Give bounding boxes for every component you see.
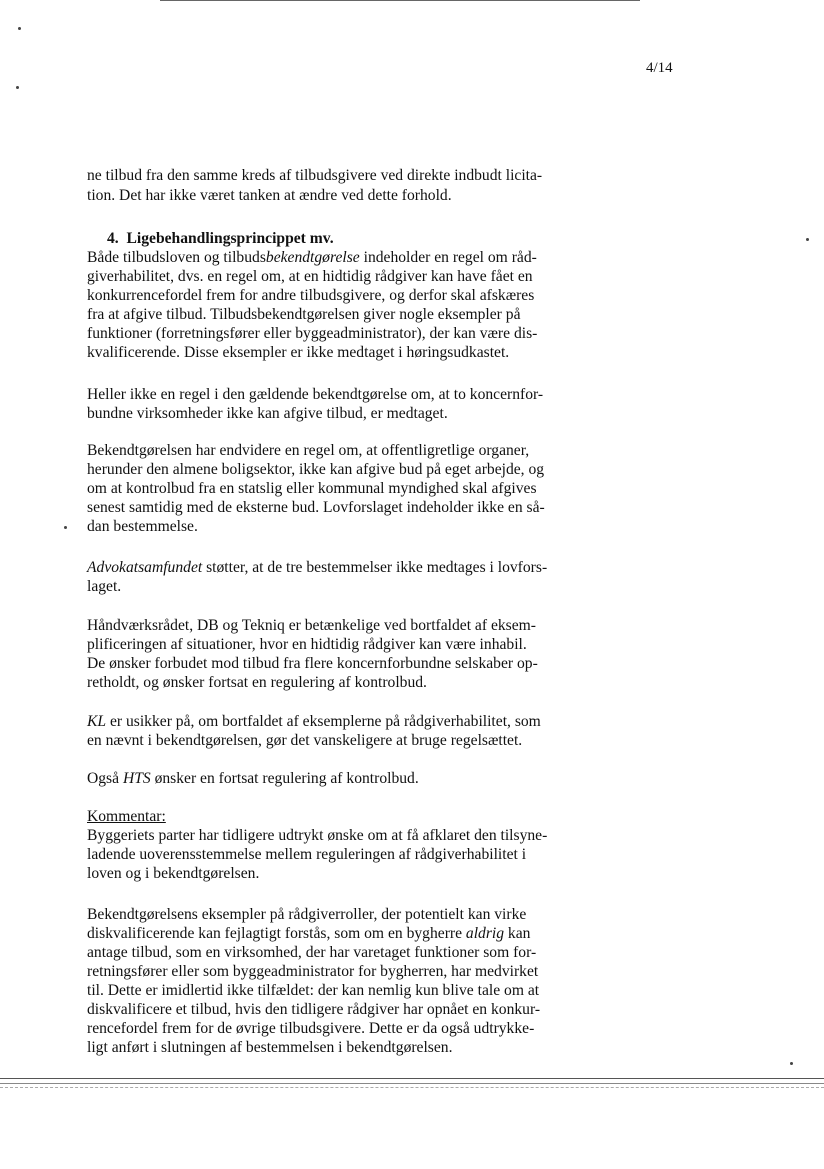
italic-text: Advokatsamfundet: [87, 559, 203, 576]
text-line: diskvalificere et tilbud, hvis den tidligere rådgiver har opnået en konkur-: [87, 1001, 541, 1018]
text-line: tion. Det har ikke været tanken at ændre ved dette forhold.: [87, 187, 452, 204]
scan-speck: [64, 526, 67, 529]
text-line: [87, 924, 530, 943]
footer-rule-secondary: [0, 1087, 824, 1088]
section-heading: 4. Ligebehandlingsprincippet mv.: [107, 230, 334, 247]
text-line: loven og i bekendtgørelsen.: [87, 865, 260, 882]
text-line: Bekendtgørelsen har endvidere en regel om, at offentligretlige organer,: [87, 442, 530, 459]
text-line: senest samtidig med de eksterne bud. Lovforslaget indeholder ikke en så-: [87, 499, 545, 516]
footer-rule: [0, 1078, 824, 1084]
text-line: giverhabilitet, dvs. en regel om, at en hidtidig rådgiver kan have fået en: [87, 268, 533, 285]
text-line: Heller ikke en regel i den gældende bekendtgørelse om, at to koncernfor-: [87, 386, 544, 403]
text-line: Håndværksrådet, DB og Tekniq er betænkelige ved bortfaldet af eksem-: [87, 617, 536, 634]
text-line: fra at afgive tilbud. Tilbudsbekendtgørelsen giver nogle eksempler på: [87, 306, 521, 323]
scan-speck: [18, 27, 21, 30]
text-line: dan bestemmelse.: [87, 518, 198, 535]
text-line: en nævnt i bekendtgørelsen, gør det vanskeligere at bruge regelsættet.: [87, 732, 523, 749]
scan-speck: [790, 1062, 793, 1065]
text-line: til. Dette er imidlertid ikke tilfældet: der kan nemlig kun blive tale om at: [87, 982, 540, 999]
text-span: støtter, at de tre bestemmelser ikke medtages i lovfors-: [202, 559, 548, 576]
text-line: ne tilbud fra den samme kreds af tilbudsgivere ved direkte indbudt licita-: [87, 167, 543, 184]
text-line: herunder den almene boligsektor, ikke kan afgive bud på eget arbejde, og: [87, 461, 545, 478]
text-span: kan: [504, 925, 531, 942]
text-line: [87, 712, 541, 731]
text-line: retningsfører eller som byggeadministrator for bygherren, har medvirket: [87, 963, 539, 980]
text-line: kvalificerende. Disse eksempler er ikke medtaget i høringsudkastet.: [87, 344, 510, 361]
text-line: konkurrencefordel frem for andre tilbudsgivere, og derfor skal afskæres: [87, 287, 535, 304]
text-line: Bekendtgørelsens eksempler på rådgiverroller, der potentielt kan virke: [87, 906, 527, 923]
scan-speck: [806, 238, 809, 241]
text-line: laget.: [87, 578, 122, 595]
text-line: [87, 558, 547, 577]
text-line: om at kontrolbud fra en statslig eller kommunal myndighed skal afgives: [87, 480, 537, 497]
italic-text: HTS: [122, 770, 151, 787]
comment-heading: Kommentar:: [87, 808, 166, 825]
text-line: funktioner (forretningsfører eller byggeadministrator), der kan være dis-: [87, 325, 538, 342]
text-line: [87, 248, 537, 267]
text-line: Byggeriets parter har tidligere udtrykt ønske om at få afklaret den tilsyne-: [87, 827, 548, 844]
italic-text: bekendtgørelse: [265, 249, 360, 266]
text-line: antage tilbud, som en virksomhed, der har varetaget funktioner som for-: [87, 944, 537, 961]
text-span: diskvalificerende kan fejlagtigt forstås, som om en bygherre: [87, 925, 466, 942]
italic-text: KL: [87, 713, 107, 730]
scan-edge-line: [160, 0, 640, 1]
italic-text: aldrig: [465, 925, 505, 942]
text-line: De ønsker forbudet mod tilbud fra flere koncernforbundne selskaber op-: [87, 655, 538, 672]
text-line: bundne virksomheder ikke kan afgive tilbud, er medtaget.: [87, 405, 448, 422]
text-span: Også: [87, 770, 123, 787]
text-line: retholdt, og ønsker fortsat en regulering af kontrolbud.: [87, 674, 427, 691]
text-line: [87, 769, 419, 788]
text-line: ladende uoverensstemmelse mellem reguleringen af rådgiverhabilitet i: [87, 846, 527, 863]
text-line: rencefordel frem for de øvrige tilbudsgivere. Dette er da også udtrykke-: [87, 1020, 535, 1037]
text-span: ønsker en fortsat regulering af kontrolbud.: [150, 770, 419, 787]
page-number: 4/14: [646, 60, 673, 76]
text-span: er usikker på, om bortfaldet af eksemplerne på rådgiverhabilitet, som: [106, 713, 541, 730]
text-line: plificeringen af situationer, hvor en hidtidig rådgiver kan være inhabil.: [87, 636, 527, 653]
scan-speck: [16, 86, 19, 89]
text-span: Både tilbudsloven og tilbuds: [87, 249, 266, 266]
text-line: ligt anført i slutningen af bestemmelsen i bekendtgørelsen.: [87, 1039, 453, 1056]
text-span: indeholder en regel om råd-: [359, 249, 537, 266]
